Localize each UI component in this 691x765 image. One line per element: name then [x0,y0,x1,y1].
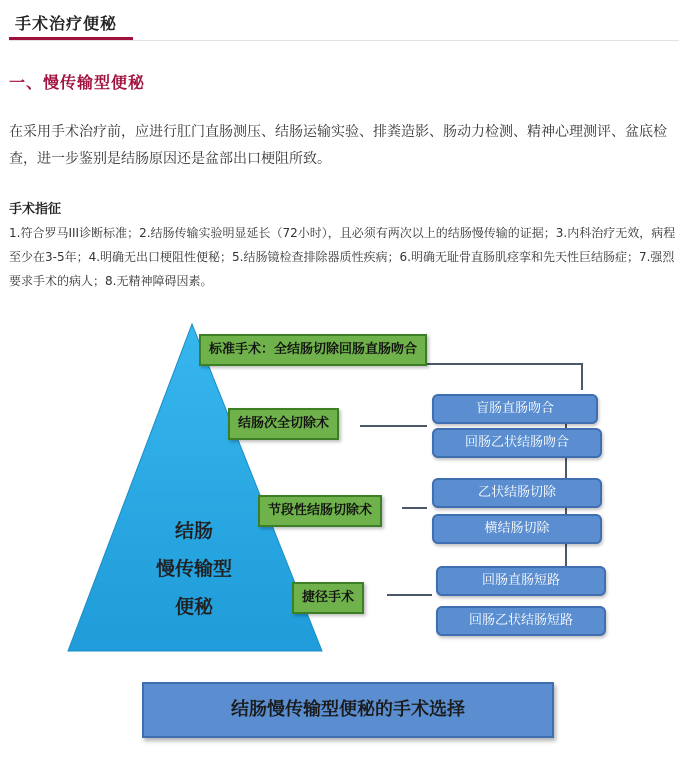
option-sigmoidectomy: 乙状结肠切除 [432,478,602,508]
pyramid-label-2: 慢传输型 [155,558,232,580]
option-ileorectal-bypass: 回肠直肠短路 [436,566,606,596]
indications-heading: 手术指征 [9,202,62,217]
connector-top [402,364,582,390]
pyramid-label-1: 结肠 [174,520,213,542]
diagram-caption: 结肠慢传输型便秘的手术选择 [231,699,465,720]
option-transverse-colectomy: 横结肠切除 [432,514,602,544]
level-segmental-label: 节段性结肠切除术 [258,495,382,527]
level-bypass-label: 捷径手术 [292,582,364,614]
surgery-diagram [42,318,662,670]
level-subtotal-label: 结肠次全切除术 [228,408,339,440]
level-standard-label: 标准手术：全结肠切除回肠直肠吻合 [199,334,427,366]
page-title: 手术治疗便秘 [15,14,118,33]
indications-paragraph: 1.符合罗马III诊断标准；2.结肠传输实验明显延长（72小时），且必须有两次以上的结肠慢传输的证据；3.内科治疗无效，病程至少在3-5年；4.明确无出口梗阻性便秘；5.结肠镜检查排除器质性疾病；6.明确无耻骨直肠肌痉挛和先天性巨结肠症；7.强烈要求手术的病人；8.无精神障碍因素。 [9,226,676,288]
section-heading: 一、慢传输型便秘 [9,73,146,92]
title-underline [9,37,133,40]
option-ileosigmoid-bypass: 回肠乙状结肠短路 [436,606,606,636]
pyramid-label-3: 便秘 [174,596,213,618]
option-ileosigmoid-anastomosis: 回肠乙状结肠吻合 [432,428,602,458]
diagram-caption-box [142,682,554,738]
option-cecorectal: 盲肠直肠吻合 [432,394,598,424]
intro-paragraph: 在采用手术治疗前，应进行肛门直肠测压、结肠运输实验、排粪造影、肠动力检测、精神心理测评、盆底检查，进一步鉴别是结肠原因还是盆部出口梗阻所致。 [9,124,667,167]
page-header [9,0,679,41]
